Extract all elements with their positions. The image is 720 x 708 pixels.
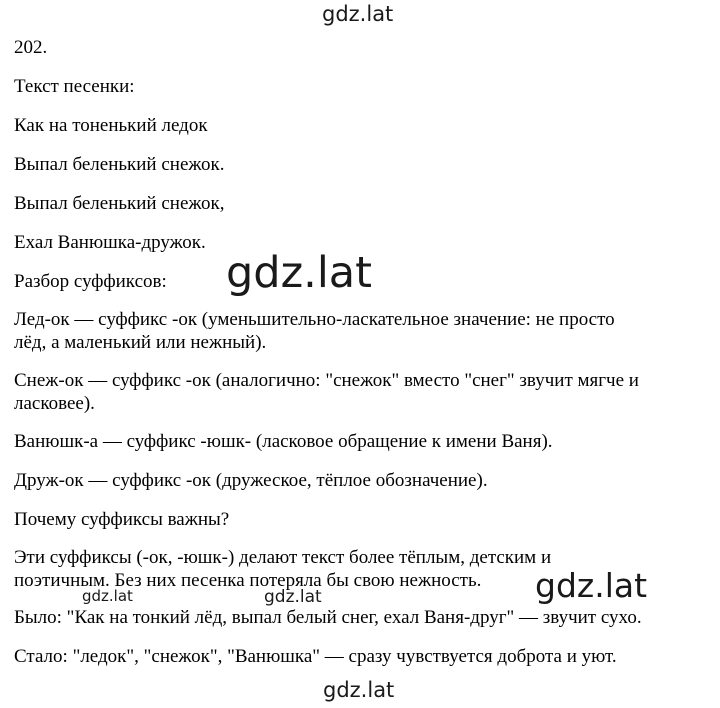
watermark-big-lower: gdz.lat — [535, 566, 648, 605]
why-heading: Почему суффиксы важны? — [14, 509, 230, 530]
song-line: Выпал беленький снежок. — [14, 154, 225, 175]
was-line: Было: "Как на тонкий лёд, выпал белый снег, ехал Ваня-друг" — звучит сухо. — [14, 607, 642, 628]
watermark-top: gdz.lat — [322, 2, 394, 26]
analysis-line: Ванюшк-а — суффикс -юшк- (ласковое обращение к имени Ваня). — [14, 431, 553, 452]
analysis-line: Друж-ок — суффикс -ок (дружеское, тёплое обозначение). — [14, 470, 488, 491]
watermark-bottom: gdz.lat — [323, 678, 395, 702]
why-text-line: поэтичным. Без них песенка потеряла бы свою нежность. — [14, 570, 482, 591]
song-heading: Текст песенки: — [14, 76, 135, 97]
watermark-small-center: gdz.lat — [264, 587, 322, 607]
analysis-line: Лед-ок — суффикс -ок (уменьшительно-ласкательное значение: не просто — [14, 309, 615, 330]
exercise-number: 202. — [14, 37, 48, 58]
song-line: Выпал беленький снежок, — [14, 193, 225, 214]
song-line: Ехал Ванюшка-дружок. — [14, 232, 206, 253]
analysis-line: Снеж-ок — суффикс -ок (аналогично: "снежок" вместо "снег" звучит мягче и — [14, 370, 639, 391]
analysis-heading: Разбор суффиксов: — [14, 271, 167, 292]
analysis-line: ласковее). — [14, 393, 95, 414]
why-text-line: Эти суффиксы (-ок, -юшк-) делают текст более тёплым, детским и — [14, 547, 552, 568]
watermark-small-left: gdz.lat — [82, 587, 133, 605]
song-line: Как на тоненький ледок — [14, 115, 208, 136]
became-line: Стало: "ледок", "снежок", "Ванюшка" — сразу чувствуется доброта и уют. — [14, 646, 617, 667]
watermark-big-middle: gdz.lat — [226, 248, 372, 298]
analysis-line: лёд, а маленький или нежный). — [14, 332, 267, 353]
